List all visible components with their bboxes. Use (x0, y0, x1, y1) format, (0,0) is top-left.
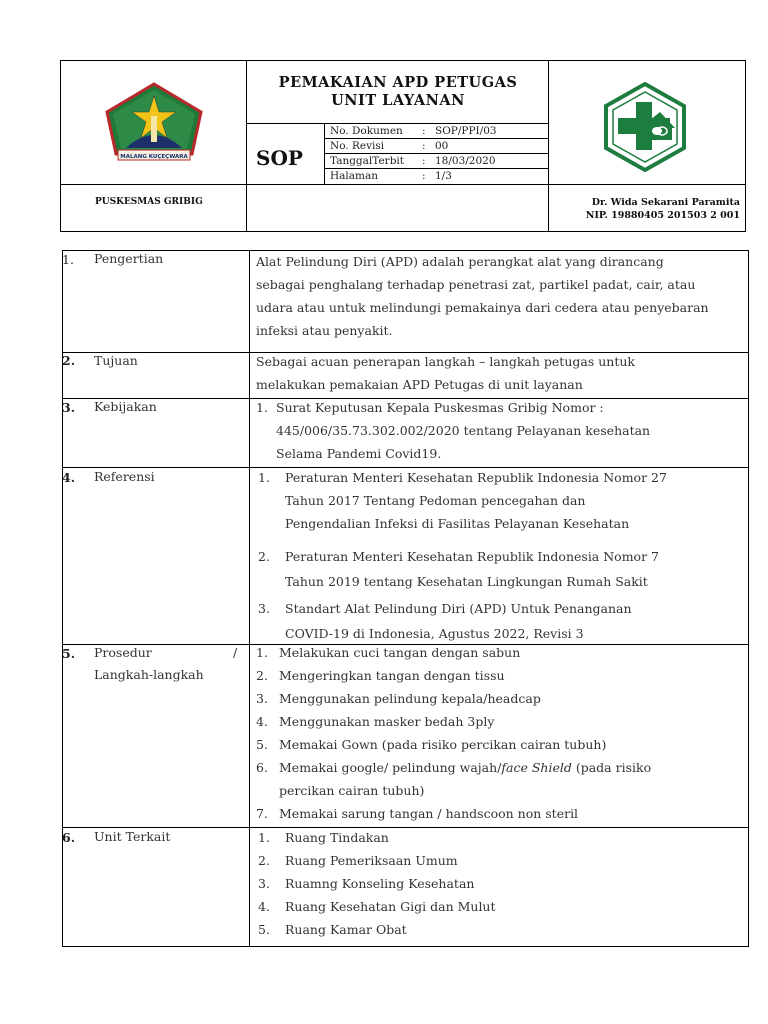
header-divider (324, 168, 548, 169)
prosedur-item: 6. Memakai google/ pelindung wajah/face Shield (pada risiko percikan cairan tubuh) (256, 760, 652, 798)
section-label-slash: / (233, 645, 238, 660)
section-number: 6. (62, 830, 76, 845)
puskesmas-name: PUSKESMAS GRIBIG (95, 197, 203, 207)
section-label-pengertian: Pengertian (94, 251, 164, 266)
prosedur-item: 1. Melakukan cuci tangan dengan sabun (256, 645, 521, 660)
prosedur-item: 3. Menggunakan pelindung kepala/headcap (256, 691, 541, 706)
section-number: 3. (62, 400, 76, 415)
prosedur-item: 7. Memakai sarung tangan / handscoon non steril (256, 806, 579, 821)
section-label-prosedur: Prosedur (94, 645, 152, 660)
header-divider (246, 60, 247, 232)
unit-item: 5. Ruang Kamar Obat (258, 922, 407, 937)
referensi-item: 3. Standart Alat Pelindung Diri (APD) Untuk Penanganan COVID-19 di Indonesia, Agustus 2022, Revisi 3 (258, 601, 632, 641)
unit-item: 1. Ruang Tindakan (258, 830, 389, 845)
referensi-item: 1. Peraturan Menteri Kesehatan Republik Indonesia Nomor 27 Tahun 2017 Tentang Pedoman pencegahan dan Pengendalian Infeksi di Fasilitas Pelayanan Kesehatan (258, 470, 667, 531)
unit-item: 2. Ruang Pemeriksaan Umum (258, 853, 458, 868)
section-number: 2. (62, 353, 76, 368)
section-label-kebijakan: Kebijakan (94, 399, 157, 414)
section-number: 1. (62, 252, 74, 267)
prosedur-item: 2. Mengeringkan tangan dengan tissu (256, 668, 505, 683)
header-divider (548, 60, 549, 232)
city-emblem-logo (104, 82, 204, 164)
prosedur-item: 4. Menggunakan masker bedah 3ply (256, 714, 495, 729)
header-divider (324, 153, 548, 154)
puskesmas-logo (600, 82, 690, 172)
unit-item: 4. Ruang Kesehatan Gigi dan Mulut (258, 899, 496, 914)
section-label-unit-terkait: Unit Terkait (94, 829, 171, 844)
kebijakan-item: 1. Surat Keputusan Kepala Puskesmas Gribig Nomor : 445/006/35.73.302.002/2020 tentang Pelayanan kesehatan Selama Pandemi Covid19. (256, 400, 651, 461)
tujuan-text: Sebagai acuan penerapan langkah – langkah petugas untuk melakukan pemakaian APD Petugas di unit layanan (256, 354, 635, 392)
unit-item: 3. Ruamng Konseling Kesehatan (258, 876, 475, 891)
doctor-signature-block: Dr. Wida Sekarani Paramita NIP. 19880405 201503 2 001 (585, 197, 740, 221)
section-label-tujuan: Tujuan (94, 353, 138, 368)
header-divider (324, 138, 548, 139)
section-number: 5. (62, 646, 76, 661)
document-title: PEMAKAIAN APD PETUGAS UNIT LAYANAN (278, 74, 518, 109)
sop-label: SOP (256, 146, 303, 170)
pengertian-text: Alat Pelindung Diri (APD) adalah perangkat alat yang dirancang sebagai penghalang terhadap penetrasi zat, partikel padat, cair, atau udara atau untuk melindungi pemakainya dari cedera atau penyebaran infeksi atau penyakit. (256, 254, 709, 338)
header-divider (246, 123, 548, 124)
section-label-referensi: Referensi (94, 469, 155, 484)
table-column-divider (249, 250, 250, 947)
header-divider (60, 184, 746, 185)
prosedur-item: 5. Memakai Gown (pada risiko percikan cairan tubuh) (256, 737, 607, 752)
emblem-motto: MALANG KUÇEÇWARA (120, 154, 188, 160)
referensi-item: 2. Peraturan Menteri Kesehatan Republik Indonesia Nomor 7 Tahun 2019 tentang Kesehatan Lingkungan Rumah Sakit (258, 549, 659, 589)
section-number: 4. (62, 470, 76, 485)
section-label-langkah: Langkah-langkah (94, 667, 204, 682)
